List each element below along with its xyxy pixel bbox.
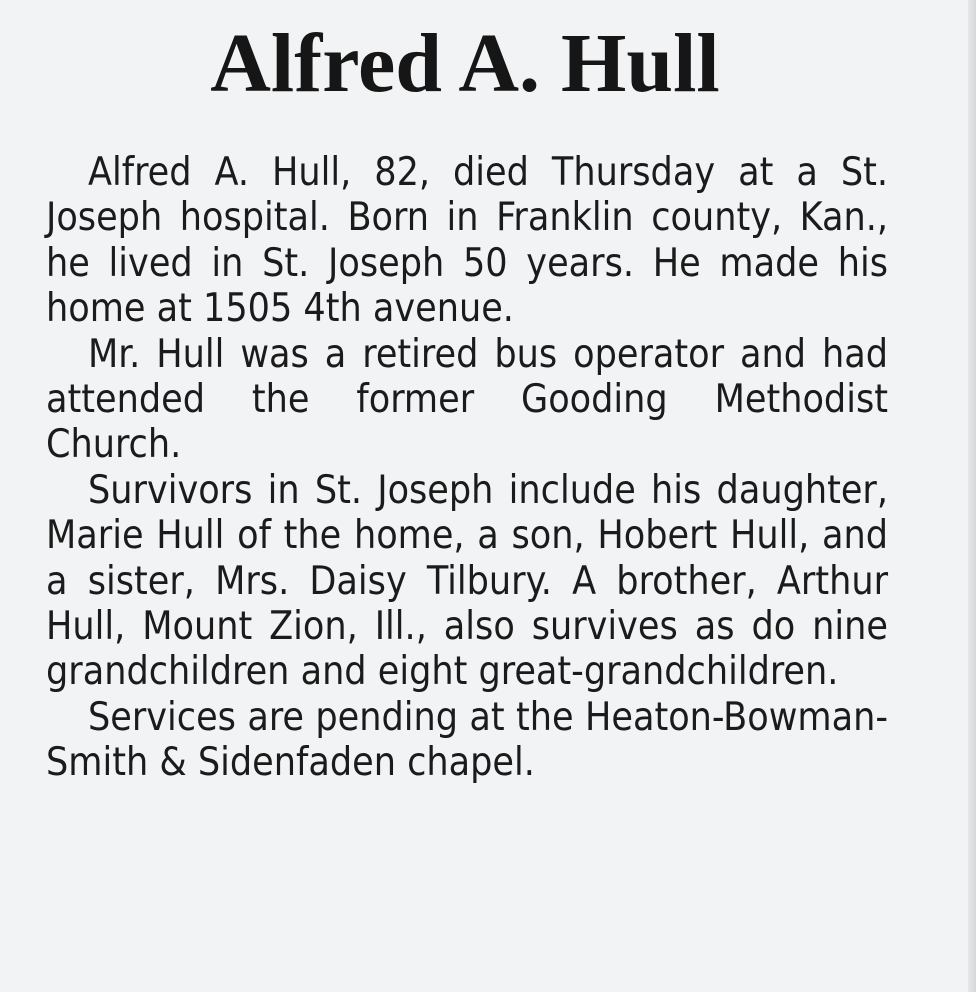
clipping-edge <box>968 0 976 992</box>
paragraph-occupation: Mr. Hull was a retired bus operator and had attended the former Gooding Methodist Church. <box>46 331 888 468</box>
paragraph-death-notice: Alfred A. Hull, 82, died Thursday at a St. Joseph hospital. Born in Franklin county, Kan., he lived in St. Joseph 50 years. He made his home at 1505 4th avenue. <box>46 150 888 332</box>
paragraph-services: Services are pending at the Heaton-Bowman-Smith & Sidenfaden chapel. <box>46 694 888 786</box>
obituary-headline: Alfred A. Hull <box>210 17 720 110</box>
obituary-body <box>46 150 888 786</box>
paragraph-survivors: Survivors in St. Joseph include his daughter, Marie Hull of the home, a son, Hobert Hull, and a sister, Mrs. Daisy Tilbury. A brother, Arthur Hull, Mount Zion, Ill., also survives as do nine grandchildren and eight great-grandchildren. <box>46 467 888 695</box>
